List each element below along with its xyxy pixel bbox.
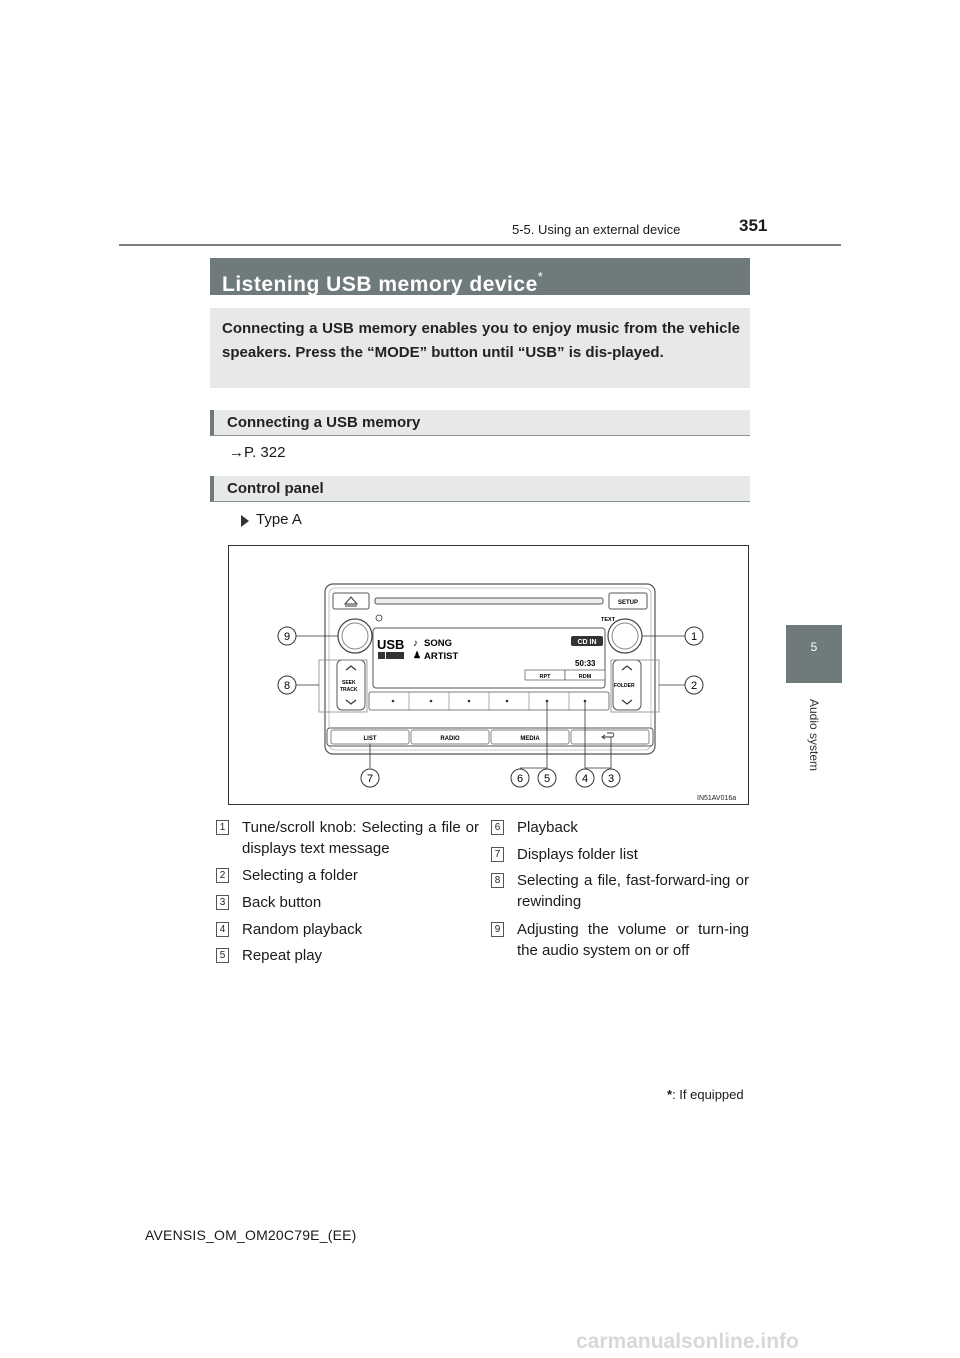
setup-button-label: SETUP <box>617 600 639 606</box>
control-panel-figure <box>228 545 749 805</box>
folder-label: FOLDER <box>614 683 635 689</box>
type-label: Type A <box>256 511 302 528</box>
media-button-label: MEDIA <box>520 736 540 742</box>
asterisk-mark: * <box>667 1087 673 1102</box>
callout-5 <box>538 769 556 787</box>
artist-label: ARTIST <box>424 651 459 662</box>
callout-7 <box>361 769 379 787</box>
asterisk-mark: * <box>537 269 544 284</box>
page-reference-link[interactable]: →P. 322 <box>229 444 286 461</box>
audio-unit-illustration <box>229 546 748 804</box>
legend-item-8: 8 Selecting a file, fast-forward-ing or rewinding <box>491 870 749 912</box>
page-title: Listening USB memory device* <box>210 258 750 295</box>
callout-6 <box>511 769 529 787</box>
legend-item-6: 6 Playback <box>491 817 749 838</box>
section-heading-connecting: Connecting a USB memory <box>210 410 750 436</box>
callout-3 <box>602 769 620 787</box>
svg-text:2: 2 <box>690 680 698 692</box>
legend-item-5: 5 Repeat play <box>216 945 479 966</box>
svg-text:1: 1 <box>690 631 698 643</box>
legend-item-1: 1 Tune/scroll knob: Selecting a file or displays text message <box>216 817 479 859</box>
legend-item-7: 7 Displays folder list <box>491 844 749 865</box>
legend-item-2: 2 Selecting a folder <box>216 865 479 886</box>
watermark: carmanualsonline.info <box>576 1330 799 1353</box>
callout-2 <box>685 676 703 694</box>
callout-1 <box>685 627 703 645</box>
tune-scroll-knob <box>608 619 642 653</box>
svg-text:7: 7 <box>366 773 374 785</box>
footnote-if-equipped: *: If equipped <box>667 1087 744 1102</box>
callout-4 <box>576 769 594 787</box>
chapter-tab[interactable]: 5 <box>786 625 842 683</box>
svg-text:4: 4 <box>581 773 589 785</box>
usb-display-label: USB <box>377 637 405 652</box>
time-display: 50:33 <box>575 659 596 668</box>
figure-code: IN51AV016a <box>697 795 737 802</box>
page-number: 351 <box>739 216 768 235</box>
legend-item-9: 9 Adjusting the volume or turn-ing the audio system on or off <box>491 919 749 961</box>
song-label: SONG <box>424 638 452 649</box>
rpt-label: RPT <box>539 674 551 680</box>
document-code: AVENSIS_OM_OM20C79E_(EE) <box>145 1227 357 1243</box>
intro-text: Connecting a USB memory enables you to enjoy music from the vehicle speakers. Press the “MODE” button until “USB” is dis-played. <box>210 308 750 388</box>
person-icon: ♟ <box>413 650 422 660</box>
svg-text:3: 3 <box>607 773 615 785</box>
callout-8 <box>278 676 296 694</box>
svg-text:9: 9 <box>283 631 291 643</box>
legend-item-3: 3 Back button <box>216 892 479 913</box>
radio-button-label: RADIO <box>440 736 460 742</box>
text-label: TEXT <box>601 617 616 623</box>
section-title: 5-5. Using an external device <box>512 222 681 237</box>
header-divider <box>119 244 841 246</box>
track-label: TRACK <box>340 687 358 693</box>
chapter-label: Audio system <box>807 698 821 772</box>
legend-item-4: 4 Random playback <box>216 919 479 940</box>
volume-knob <box>338 619 372 653</box>
rdm-label: RDM <box>578 674 592 680</box>
seek-label: SEEK <box>342 680 356 686</box>
section-heading-control-panel: Control panel <box>210 476 750 502</box>
list-button-label: LIST <box>363 736 377 742</box>
note-icon: ♪ <box>413 638 418 649</box>
triangle-bullet-icon <box>241 515 249 527</box>
svg-text:5: 5 <box>543 773 551 785</box>
cd-in-indicator: CD IN <box>577 639 597 646</box>
svg-text:8: 8 <box>283 680 291 692</box>
svg-text:6: 6 <box>516 773 524 785</box>
callout-9 <box>278 627 296 645</box>
